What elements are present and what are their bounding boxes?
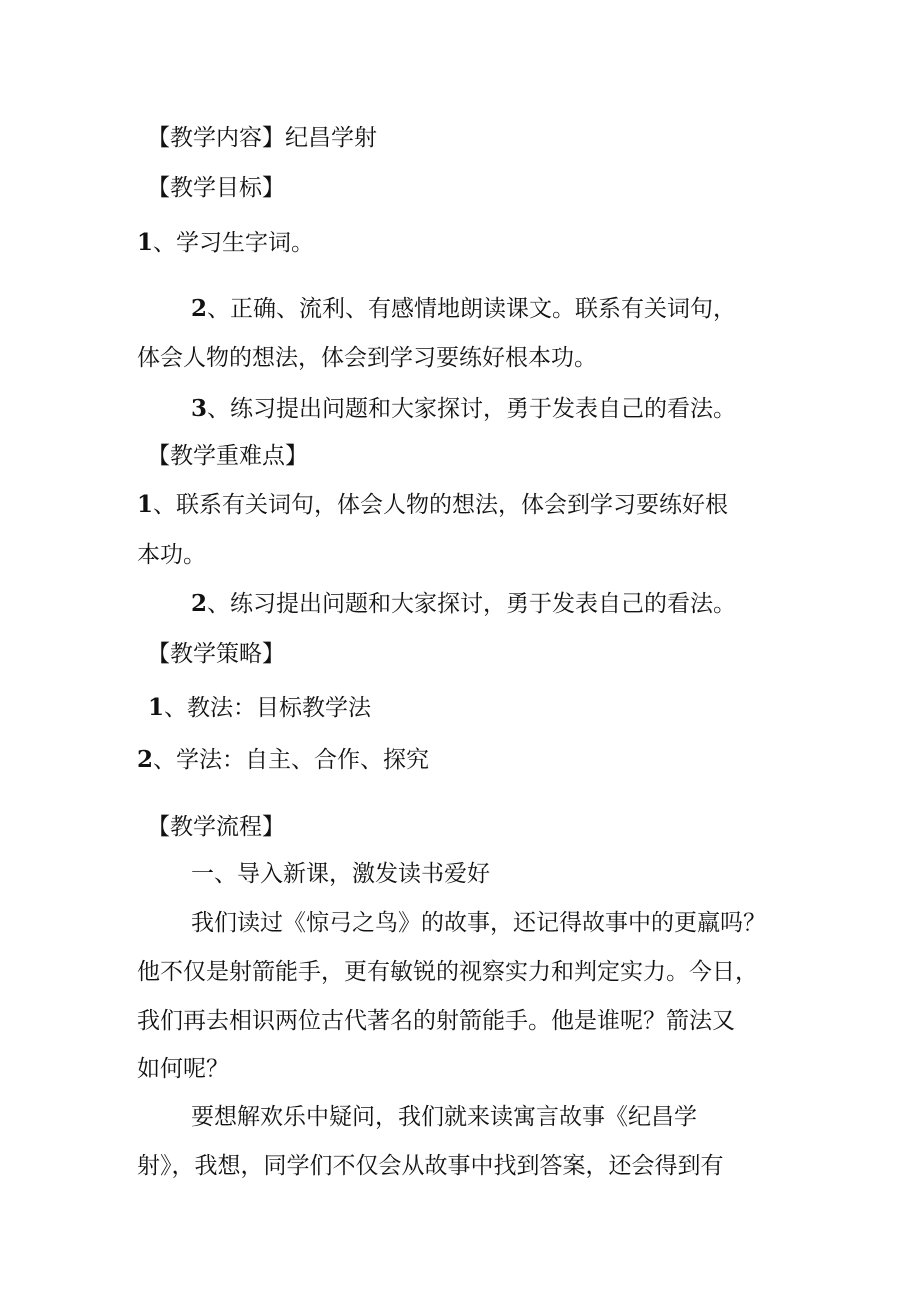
strategy-heading: 【教学策略】 bbox=[147, 641, 285, 667]
goal-text: 、正确、流利、有感情地朗读课文。联系有关词句， bbox=[207, 296, 737, 322]
goal-text: 、学习生字词。 bbox=[153, 230, 315, 256]
paragraph-1-line: 如何呢？ bbox=[137, 1056, 229, 1082]
key-item-2 bbox=[191, 589, 736, 619]
goals-heading: 【教学目标】 bbox=[147, 175, 285, 201]
paragraph-1-line: 他不仅是射箭能手，更有敏锐的视察实力和判定实力。今日， bbox=[137, 959, 758, 985]
strategy-item-1 bbox=[148, 693, 371, 723]
strategy-text: 、学法：自主、合作、探究 bbox=[153, 747, 430, 773]
key-number: 2 bbox=[191, 590, 208, 617]
paragraph-2-line: 射》，我想，同学们不仅会从故事中找到答案，还会得到有 bbox=[137, 1153, 724, 1179]
goal-item-2-cont: 体会人物的想法，体会到学习要练好根本功。 bbox=[137, 345, 597, 371]
key-points-heading: 【教学重难点】 bbox=[147, 443, 308, 469]
key-text: 、联系有关词句，体会人物的想法，体会到学习要练好根 bbox=[153, 492, 729, 518]
paragraph-1-line: 我们读过《惊弓之鸟》的故事，还记得故事中的更羸吗？ bbox=[191, 910, 766, 936]
goal-item-3 bbox=[191, 394, 736, 424]
goal-number: 1 bbox=[137, 229, 154, 256]
paragraph-2-line: 要想解欢乐中疑问，我们就来读寓言故事《纪昌学 bbox=[191, 1104, 697, 1130]
goal-number: 3 bbox=[191, 395, 208, 422]
strategy-number: 2 bbox=[137, 746, 154, 773]
key-item-1-cont: 本功。 bbox=[137, 542, 206, 568]
content-heading: 【教学内容】纪昌学射 bbox=[147, 125, 377, 151]
paragraph-1-line: 我们再去相识两位古代著名的射箭能手。他是谁呢？箭法又 bbox=[137, 1008, 735, 1034]
key-text: 、练习提出问题和大家探讨，勇于发表自己的看法。 bbox=[207, 591, 737, 617]
goal-number: 2 bbox=[191, 295, 208, 322]
flow-step-1: 一、导入新课，激发读书爱好 bbox=[191, 861, 490, 887]
key-item-1 bbox=[137, 490, 728, 520]
flow-heading: 【教学流程】 bbox=[147, 814, 285, 840]
goal-item-1 bbox=[137, 228, 314, 258]
goal-text: 、练习提出问题和大家探讨，勇于发表自己的看法。 bbox=[207, 396, 737, 422]
strategy-text: 、教法：目标教学法 bbox=[164, 695, 372, 721]
strategy-item-2 bbox=[137, 745, 429, 775]
goal-item-2 bbox=[191, 294, 736, 324]
key-number: 1 bbox=[137, 491, 154, 518]
strategy-number: 1 bbox=[148, 694, 165, 721]
